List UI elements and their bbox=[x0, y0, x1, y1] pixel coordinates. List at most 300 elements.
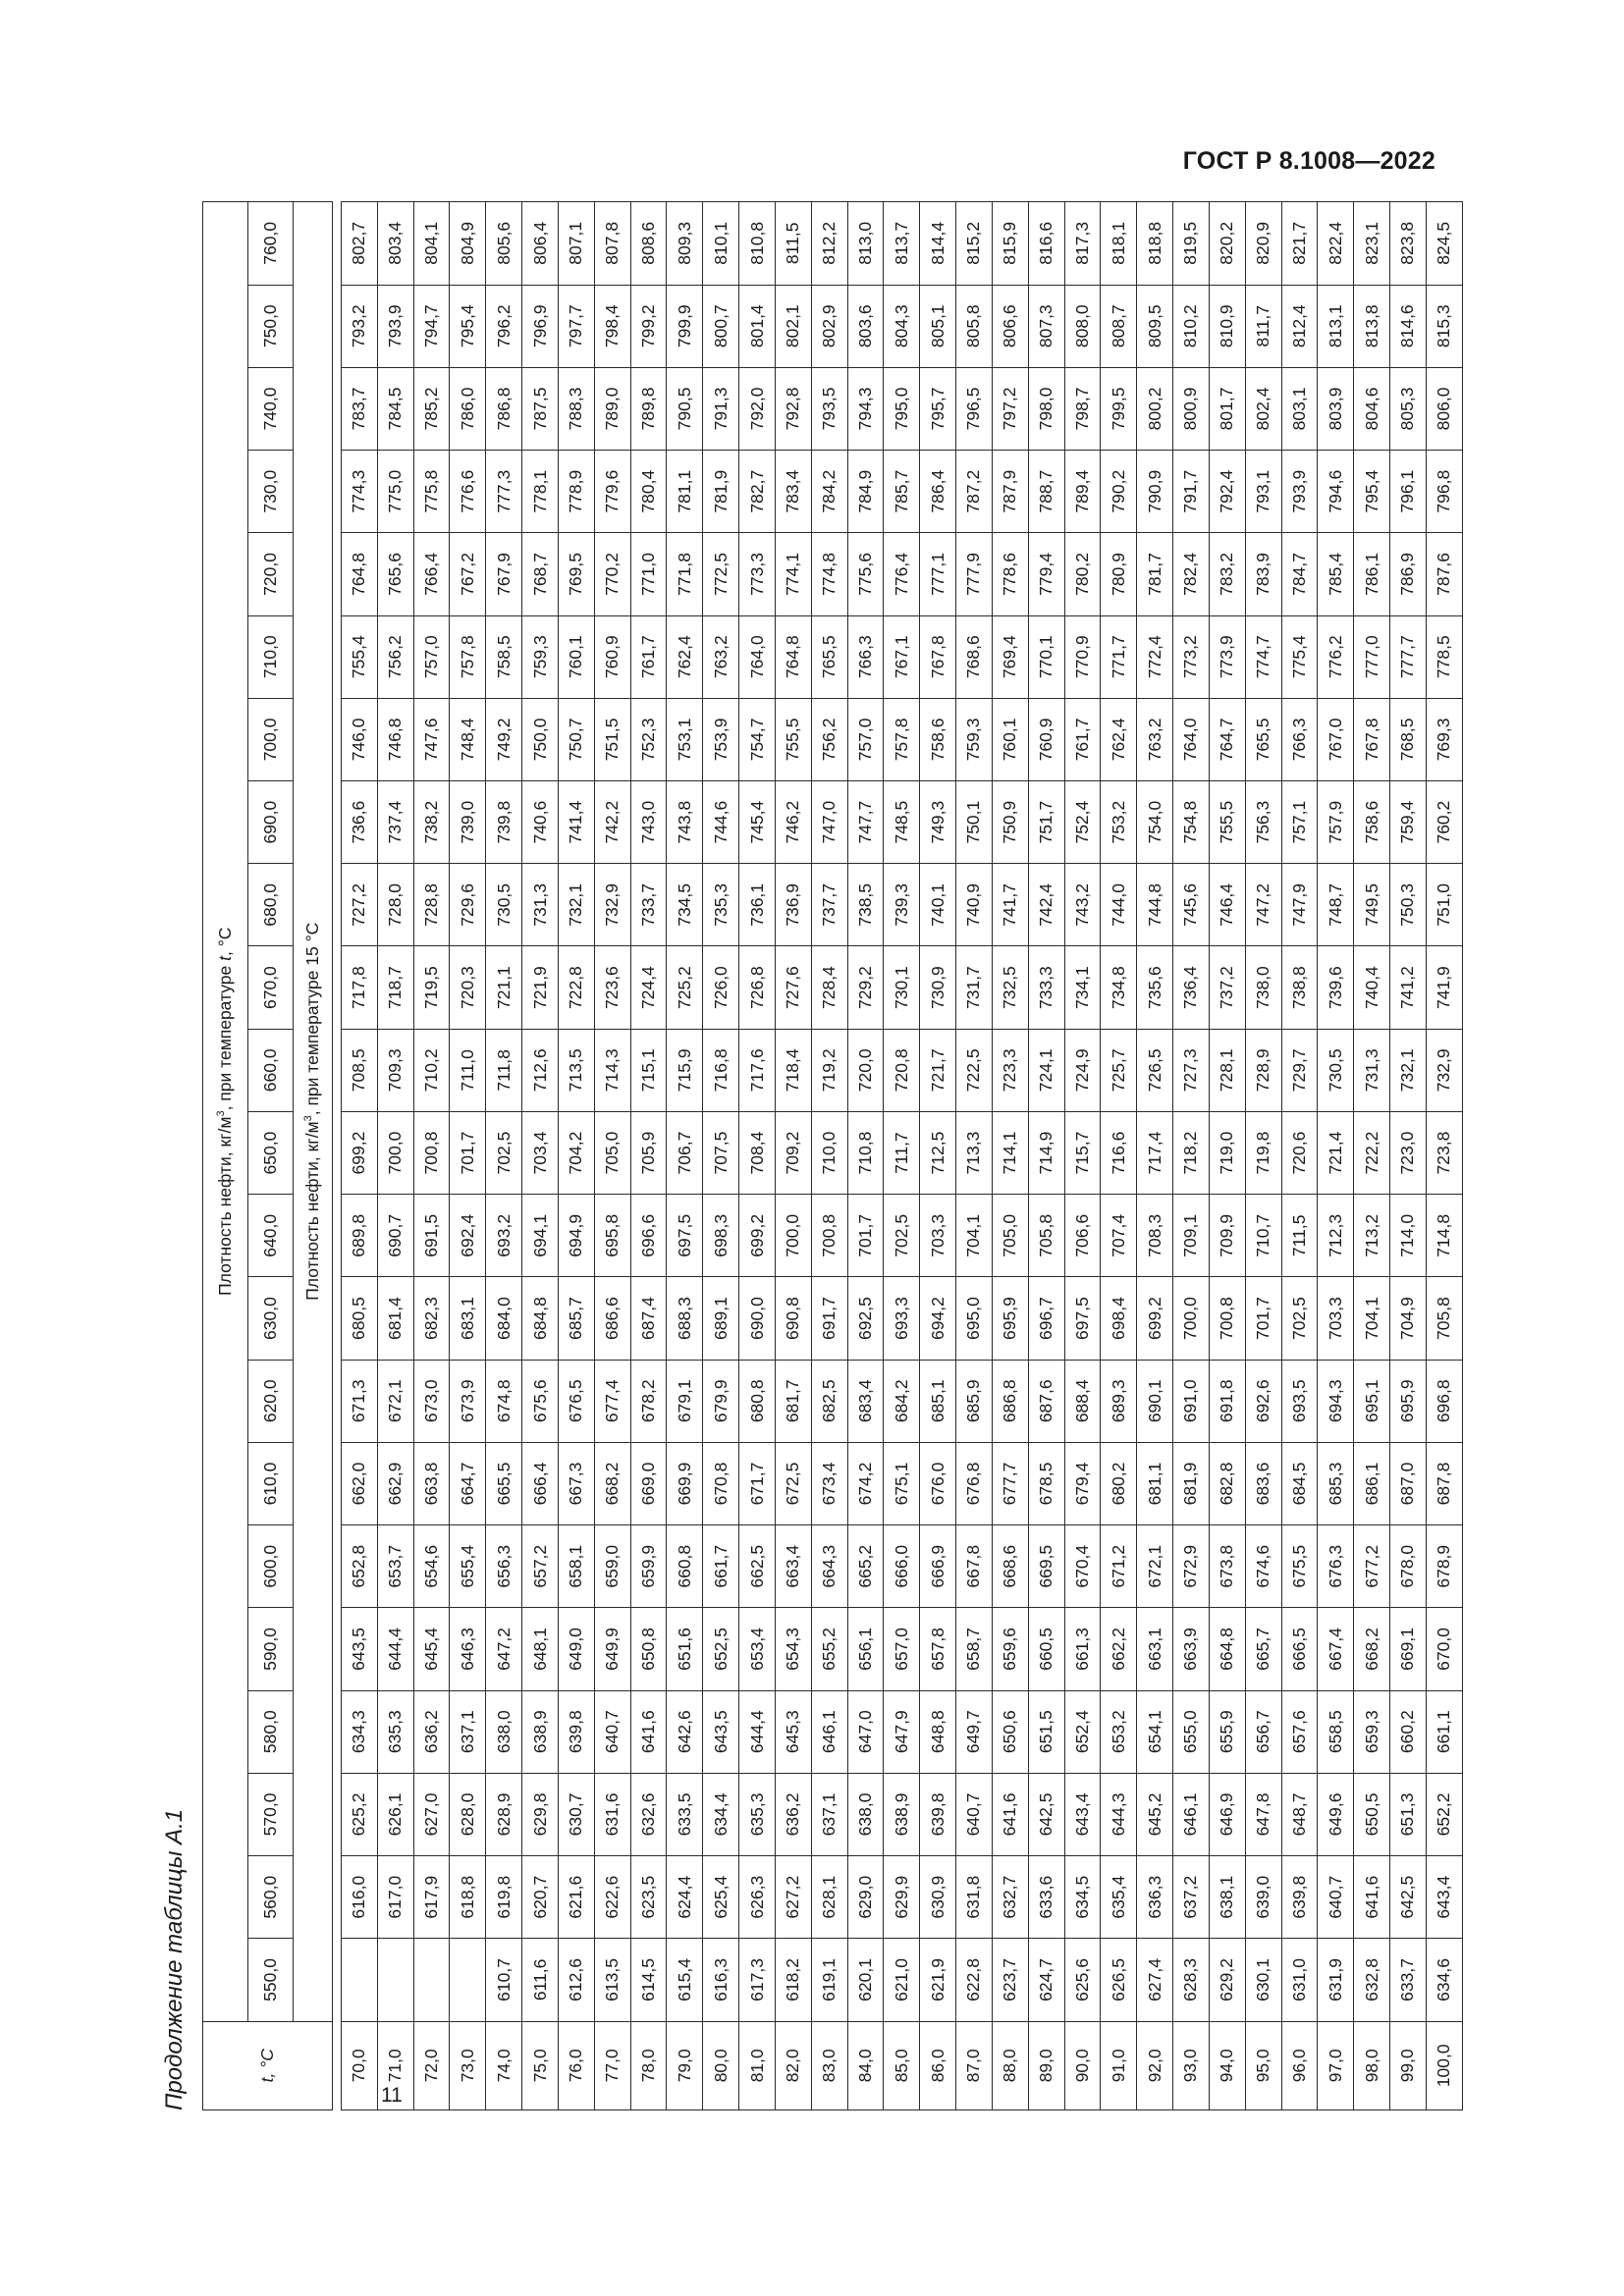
density-cell: 775,8 bbox=[413, 451, 450, 533]
density-cell: 725,2 bbox=[667, 946, 703, 1029]
density-cell: 774,8 bbox=[811, 533, 847, 615]
density-cell: 656,3 bbox=[486, 1525, 522, 1608]
density-cell: 671,3 bbox=[342, 1360, 378, 1442]
density-cell: 790,5 bbox=[667, 367, 703, 450]
density-cell: 801,7 bbox=[1209, 367, 1245, 450]
density-cell: 680,5 bbox=[342, 1277, 378, 1360]
row-temperature: 100,0 bbox=[1426, 2021, 1462, 2109]
row-temperature: 75,0 bbox=[522, 2021, 559, 2109]
density-cell: 820,9 bbox=[1245, 202, 1281, 286]
density-cell: 768,5 bbox=[1390, 698, 1427, 780]
density-cell: 800,2 bbox=[1137, 367, 1173, 450]
density-cell: 674,6 bbox=[1245, 1525, 1281, 1608]
density-15-header: 720,0 bbox=[248, 533, 294, 615]
density-cell: 711,0 bbox=[450, 1029, 486, 1111]
density-cell: 785,2 bbox=[413, 367, 450, 450]
density-cell: 746,2 bbox=[775, 781, 811, 864]
density-cell: 783,4 bbox=[775, 451, 811, 533]
row-temperature: 98,0 bbox=[1354, 2021, 1390, 2109]
density-cell: 796,5 bbox=[956, 367, 993, 450]
density-cell: 655,9 bbox=[1209, 1690, 1245, 1773]
density-cell: 805,1 bbox=[920, 285, 956, 367]
density-cell: 799,2 bbox=[630, 285, 667, 367]
density-cell: 629,8 bbox=[522, 1773, 559, 1855]
row-temperature: 91,0 bbox=[1101, 2021, 1137, 2109]
table-row bbox=[1390, 202, 1427, 2110]
density-cell: 693,2 bbox=[486, 1195, 522, 1277]
density-cell: 806,6 bbox=[992, 285, 1028, 367]
density-cell: 702,5 bbox=[884, 1195, 920, 1277]
density-cell: 624,4 bbox=[667, 1856, 703, 1939]
density-cell: 637,1 bbox=[811, 1773, 847, 1855]
density-cell: 712,5 bbox=[920, 1111, 956, 1194]
density-cell: 787,6 bbox=[1426, 533, 1462, 615]
density-cell: 622,8 bbox=[956, 1939, 993, 2021]
density-cell: 696,6 bbox=[630, 1195, 667, 1277]
density-cell: 699,2 bbox=[739, 1195, 776, 1277]
density-cell: 796,2 bbox=[486, 285, 522, 367]
density-cell: 729,7 bbox=[1281, 1029, 1318, 1111]
density-cell: 703,4 bbox=[522, 1111, 559, 1194]
density-cell: 663,4 bbox=[775, 1525, 811, 1608]
density-cell: 699,2 bbox=[342, 1111, 378, 1194]
density-15-header: 570,0 bbox=[248, 1773, 294, 1855]
row-temperature: 83,0 bbox=[811, 2021, 847, 2109]
density-cell: 692,4 bbox=[450, 1195, 486, 1277]
density-cell: 803,6 bbox=[847, 285, 884, 367]
density-cell: 710,8 bbox=[847, 1111, 884, 1194]
density-cell: 813,1 bbox=[1318, 285, 1354, 367]
density-cell: 653,4 bbox=[739, 1608, 776, 1690]
density-cell: 745,6 bbox=[1173, 864, 1210, 946]
density-cell: 730,5 bbox=[486, 864, 522, 946]
density-cell: 684,0 bbox=[486, 1277, 522, 1360]
density-cell: 784,9 bbox=[847, 451, 884, 533]
table-row bbox=[413, 202, 450, 2110]
density-cell: 733,3 bbox=[1028, 946, 1064, 1029]
density-cell: 751,0 bbox=[1426, 864, 1462, 946]
rotated-table-block bbox=[147, 201, 1463, 2110]
density-cell: 738,5 bbox=[847, 864, 884, 946]
density-cell: 744,6 bbox=[703, 781, 739, 864]
density-cell: 771,8 bbox=[667, 533, 703, 615]
table-row bbox=[1354, 202, 1390, 2110]
density-cell: 670,0 bbox=[1426, 1608, 1462, 1690]
density-cell: 668,6 bbox=[992, 1525, 1028, 1608]
table-row bbox=[1137, 202, 1173, 2110]
density-cell: 677,4 bbox=[594, 1360, 630, 1442]
density-cell: 806,4 bbox=[522, 202, 559, 286]
density-cell: 734,8 bbox=[1101, 946, 1137, 1029]
density-cell: 625,6 bbox=[1064, 1939, 1101, 2021]
density-cell: 649,0 bbox=[558, 1608, 594, 1690]
density-cell: 727,6 bbox=[775, 946, 811, 1029]
density-cell: 706,6 bbox=[1064, 1195, 1101, 1277]
density-cell: 720,6 bbox=[1281, 1111, 1318, 1194]
density-cell: 795,0 bbox=[884, 367, 920, 450]
density-cell: 672,5 bbox=[775, 1442, 811, 1524]
table-row bbox=[630, 202, 667, 2110]
density-cell: 698,4 bbox=[1101, 1277, 1137, 1360]
density-cell: 743,0 bbox=[630, 781, 667, 864]
density-cell: 707,5 bbox=[703, 1111, 739, 1194]
density-cell: 762,4 bbox=[667, 615, 703, 698]
density-cell: 648,8 bbox=[920, 1690, 956, 1773]
density-cell: 669,1 bbox=[1390, 1608, 1427, 1690]
density-cell: 807,8 bbox=[594, 202, 630, 286]
density-cell: 677,2 bbox=[1354, 1525, 1390, 1608]
density-cell: 713,3 bbox=[956, 1111, 993, 1194]
group-title-sup: 3 bbox=[215, 1110, 228, 1117]
density-cell bbox=[342, 1939, 378, 2021]
row-temperature: 95,0 bbox=[1245, 2021, 1281, 2109]
density-cell: 634,5 bbox=[1064, 1856, 1101, 1939]
density-cell: 703,3 bbox=[1318, 1277, 1354, 1360]
density-cell: 717,6 bbox=[739, 1029, 776, 1111]
density-cell: 683,4 bbox=[847, 1360, 884, 1442]
density-cell: 648,1 bbox=[522, 1608, 559, 1690]
density-cell: 721,7 bbox=[920, 1029, 956, 1111]
density-cell: 753,9 bbox=[703, 698, 739, 780]
density-cell: 626,1 bbox=[377, 1773, 413, 1855]
density-cell: 805,6 bbox=[486, 202, 522, 286]
density-cell: 804,1 bbox=[413, 202, 450, 286]
density-cell: 727,2 bbox=[342, 864, 378, 946]
density-cell: 695,9 bbox=[992, 1277, 1028, 1360]
density-cell: 669,9 bbox=[667, 1442, 703, 1524]
density-cell: 808,6 bbox=[630, 202, 667, 286]
density-cell: 794,3 bbox=[847, 367, 884, 450]
density-cell: 657,6 bbox=[1281, 1690, 1318, 1773]
density-cell: 777,1 bbox=[920, 533, 956, 615]
density-cell: 674,8 bbox=[486, 1360, 522, 1442]
density-cell: 747,7 bbox=[847, 781, 884, 864]
density-cell: 683,1 bbox=[450, 1277, 486, 1360]
density-15-header: 700,0 bbox=[248, 698, 294, 780]
density-cell: 805,8 bbox=[956, 285, 993, 367]
density-cell: 786,8 bbox=[486, 367, 522, 450]
density-cell: 670,8 bbox=[703, 1442, 739, 1524]
density-cell: 792,4 bbox=[1209, 451, 1245, 533]
density-cell: 776,4 bbox=[884, 533, 920, 615]
density-cell: 743,8 bbox=[667, 781, 703, 864]
density-cell: 728,4 bbox=[811, 946, 847, 1029]
density-cell: 819,5 bbox=[1173, 202, 1210, 286]
row-temperature: 92,0 bbox=[1137, 2021, 1173, 2109]
density-cell: 652,8 bbox=[342, 1525, 378, 1608]
density-cell: 636,2 bbox=[775, 1773, 811, 1855]
density-cell: 723,3 bbox=[992, 1029, 1028, 1111]
density-cell: 666,5 bbox=[1281, 1608, 1318, 1690]
density-cell: 742,2 bbox=[594, 781, 630, 864]
density-cell: 813,8 bbox=[1354, 285, 1390, 367]
density-cell: 702,5 bbox=[486, 1111, 522, 1194]
density-cell: 743,2 bbox=[1064, 864, 1101, 946]
row-temperature: 93,0 bbox=[1173, 2021, 1210, 2109]
density-cell: 813,7 bbox=[884, 202, 920, 286]
density-cell: 644,3 bbox=[1101, 1773, 1137, 1855]
density-cell: 750,9 bbox=[992, 781, 1028, 864]
density-cell: 756,2 bbox=[377, 615, 413, 698]
density-cell: 662,9 bbox=[377, 1442, 413, 1524]
density-cell: 703,3 bbox=[920, 1195, 956, 1277]
density-cell: 650,8 bbox=[630, 1608, 667, 1690]
density-cell: 766,4 bbox=[413, 533, 450, 615]
density-cell: 732,5 bbox=[992, 946, 1028, 1029]
density-cell: 661,7 bbox=[703, 1525, 739, 1608]
density-15-header: 740,0 bbox=[248, 367, 294, 450]
row-temperature: 81,0 bbox=[739, 2021, 776, 2109]
density-cell: 724,1 bbox=[1028, 1029, 1064, 1111]
density-cell: 655,4 bbox=[450, 1525, 486, 1608]
density-cell: 729,2 bbox=[847, 946, 884, 1029]
density-cell: 685,9 bbox=[956, 1360, 993, 1442]
density-cell: 718,7 bbox=[377, 946, 413, 1029]
density-cell: 667,4 bbox=[1318, 1608, 1354, 1690]
density-cell: 807,1 bbox=[558, 202, 594, 286]
density-cell: 625,2 bbox=[342, 1773, 378, 1855]
density-cell: 767,0 bbox=[1318, 698, 1354, 780]
density-cell: 796,8 bbox=[1426, 451, 1462, 533]
density-cell: 618,8 bbox=[450, 1856, 486, 1939]
density-cell: 738,0 bbox=[1245, 946, 1281, 1029]
table-row bbox=[1426, 202, 1462, 2110]
density-cell: 755,5 bbox=[1209, 781, 1245, 864]
density-cell: 731,3 bbox=[1354, 1029, 1390, 1111]
density-cell: 667,3 bbox=[558, 1442, 594, 1524]
density-cell: 678,5 bbox=[1028, 1442, 1064, 1524]
density-cell: 810,9 bbox=[1209, 285, 1245, 367]
density-cell: 736,4 bbox=[1173, 946, 1210, 1029]
row-temperature: 88,0 bbox=[992, 2021, 1028, 2109]
density-cell: 781,9 bbox=[703, 451, 739, 533]
density-cell: 647,0 bbox=[847, 1690, 884, 1773]
density-cell: 700,8 bbox=[1209, 1277, 1245, 1360]
density-cell: 714,1 bbox=[992, 1111, 1028, 1194]
density-cell: 755,5 bbox=[775, 698, 811, 780]
density-cell: 661,1 bbox=[1426, 1690, 1462, 1773]
density-cell: 629,2 bbox=[1209, 1939, 1245, 2021]
density-cell: 815,2 bbox=[956, 202, 993, 286]
density-cell: 641,6 bbox=[630, 1690, 667, 1773]
density-cell: 684,5 bbox=[1281, 1442, 1318, 1524]
density-cell: 670,4 bbox=[1064, 1525, 1101, 1608]
density-cell: 635,4 bbox=[1101, 1856, 1137, 1939]
density-cell: 726,5 bbox=[1137, 1029, 1173, 1111]
density-cell: 814,4 bbox=[920, 202, 956, 286]
density-cell: 616,3 bbox=[703, 1939, 739, 2021]
density-cell: 690,0 bbox=[739, 1277, 776, 1360]
density-cell: 641,6 bbox=[1354, 1856, 1390, 1939]
density-cell: 711,8 bbox=[486, 1029, 522, 1111]
density-cell: 643,5 bbox=[703, 1690, 739, 1773]
density-cell: 717,8 bbox=[342, 946, 378, 1029]
density-cell: 793,5 bbox=[811, 367, 847, 450]
density-cell: 689,3 bbox=[1101, 1360, 1137, 1442]
density-15-header: 640,0 bbox=[248, 1195, 294, 1277]
density-cell: 811,5 bbox=[775, 202, 811, 286]
header-gap bbox=[333, 202, 342, 2110]
density-cell: 759,3 bbox=[956, 698, 993, 780]
density-cell: 771,0 bbox=[630, 533, 667, 615]
density-cell: 707,4 bbox=[1101, 1195, 1137, 1277]
page-number: 11 bbox=[381, 2084, 403, 2107]
density-cell: 687,6 bbox=[1028, 1360, 1064, 1442]
density-cell: 723,6 bbox=[594, 946, 630, 1029]
density-cell: 776,2 bbox=[1318, 615, 1354, 698]
density-cell: 673,8 bbox=[1209, 1525, 1245, 1608]
density-cell: 777,0 bbox=[1354, 615, 1390, 698]
density-cell: 647,2 bbox=[486, 1608, 522, 1690]
density-cell: 638,9 bbox=[522, 1690, 559, 1773]
density-cell: 750,7 bbox=[558, 698, 594, 780]
density-cell: 617,0 bbox=[377, 1856, 413, 1939]
density-cell: 736,6 bbox=[342, 781, 378, 864]
density-cell: 616,0 bbox=[342, 1856, 378, 1939]
row-temperature: 96,0 bbox=[1281, 2021, 1318, 2109]
density-cell: 792,0 bbox=[739, 367, 776, 450]
density-cell: 778,1 bbox=[522, 451, 559, 533]
density-cell: 720,8 bbox=[884, 1029, 920, 1111]
density-15-header: 610,0 bbox=[248, 1442, 294, 1524]
density-cell: 782,4 bbox=[1173, 533, 1210, 615]
density-cell: 810,1 bbox=[703, 202, 739, 286]
density-cell: 746,0 bbox=[342, 698, 378, 780]
density-cell: 656,7 bbox=[1245, 1690, 1281, 1773]
density-cell: 720,0 bbox=[847, 1029, 884, 1111]
table-row bbox=[884, 202, 920, 2110]
density-cell: 786,4 bbox=[920, 451, 956, 533]
density-cell: 746,8 bbox=[377, 698, 413, 780]
density-cell: 752,4 bbox=[1064, 781, 1101, 864]
density-cell: 637,2 bbox=[1173, 1856, 1210, 1939]
density-cell: 685,7 bbox=[558, 1277, 594, 1360]
density-cell: 708,5 bbox=[342, 1029, 378, 1111]
density-cell: 735,3 bbox=[703, 864, 739, 946]
density-cell: 694,2 bbox=[920, 1277, 956, 1360]
density-group-header bbox=[203, 202, 248, 2022]
density-cell: 686,6 bbox=[594, 1277, 630, 1360]
density-cell: 786,0 bbox=[450, 367, 486, 450]
row-temperature: 78,0 bbox=[630, 2021, 667, 2109]
density-cell: 691,5 bbox=[413, 1195, 450, 1277]
density-cell: 719,5 bbox=[413, 946, 450, 1029]
density-cell: 737,2 bbox=[1209, 946, 1245, 1029]
table-row bbox=[1245, 202, 1281, 2110]
density-cell: 641,6 bbox=[992, 1773, 1028, 1855]
row-temperature: 72,0 bbox=[413, 2021, 450, 2109]
density-cell: 665,7 bbox=[1245, 1608, 1281, 1690]
density-cell: 740,9 bbox=[956, 864, 993, 946]
density-cell: 686,1 bbox=[1354, 1442, 1390, 1524]
density-cell: 812,4 bbox=[1281, 285, 1318, 367]
density-cell: 704,1 bbox=[1354, 1277, 1390, 1360]
density-cell: 744,8 bbox=[1137, 864, 1173, 946]
density-cell: 689,8 bbox=[342, 1195, 378, 1277]
density-cell: 770,9 bbox=[1064, 615, 1101, 698]
density-cell: 804,3 bbox=[884, 285, 920, 367]
density-cell: 729,6 bbox=[450, 864, 486, 946]
density-cell: 671,7 bbox=[739, 1442, 776, 1524]
density-cell: 704,2 bbox=[558, 1111, 594, 1194]
density-cell: 646,9 bbox=[1209, 1773, 1245, 1855]
density-cell: 804,9 bbox=[450, 202, 486, 286]
density-15-header: 600,0 bbox=[248, 1525, 294, 1608]
density-15-header: 660,0 bbox=[248, 1029, 294, 1111]
density-cell: 689,1 bbox=[703, 1277, 739, 1360]
density-cell: 759,4 bbox=[1390, 781, 1427, 864]
density-cell: 631,9 bbox=[1318, 1939, 1354, 2021]
density-cell: 659,6 bbox=[992, 1608, 1028, 1690]
density-cell: 676,5 bbox=[558, 1360, 594, 1442]
table-row bbox=[1173, 202, 1210, 2110]
density-cell: 719,0 bbox=[1209, 1111, 1245, 1194]
density-cell: 708,3 bbox=[1137, 1195, 1173, 1277]
density-cell: 747,6 bbox=[413, 698, 450, 780]
density-cell: 780,9 bbox=[1101, 533, 1137, 615]
density-cell: 748,5 bbox=[884, 781, 920, 864]
density-cell: 688,4 bbox=[1064, 1360, 1101, 1442]
density-cell: 705,8 bbox=[1028, 1195, 1064, 1277]
density-cell: 634,6 bbox=[1426, 1939, 1462, 2021]
table-row bbox=[992, 202, 1028, 2110]
row-temperature: 87,0 bbox=[956, 2021, 993, 2109]
density-cell: 630,7 bbox=[558, 1773, 594, 1855]
density-cell: 633,7 bbox=[1390, 1939, 1427, 2021]
density-cell: 755,4 bbox=[342, 615, 378, 698]
density-cell: 653,7 bbox=[377, 1525, 413, 1608]
density-cell: 705,0 bbox=[594, 1111, 630, 1194]
density-cell: 756,2 bbox=[811, 698, 847, 780]
density-cell: 691,7 bbox=[811, 1277, 847, 1360]
temperature-column-header bbox=[203, 2021, 333, 2109]
density-cell: 657,2 bbox=[522, 1525, 559, 1608]
density-cell: 701,7 bbox=[1245, 1277, 1281, 1360]
density-cell: 698,3 bbox=[703, 1195, 739, 1277]
density-cell: 795,4 bbox=[450, 285, 486, 367]
density-cell: 693,3 bbox=[884, 1277, 920, 1360]
density-cell: 805,3 bbox=[1390, 367, 1427, 450]
density-cell: 654,6 bbox=[413, 1525, 450, 1608]
table-row bbox=[450, 202, 486, 2110]
density-cell: 651,6 bbox=[667, 1608, 703, 1690]
row-temperature: 89,0 bbox=[1028, 2021, 1064, 2109]
group-title-suffix: , °C bbox=[215, 927, 235, 956]
density-cell: 759,3 bbox=[522, 615, 559, 698]
density-cell: 657,8 bbox=[920, 1608, 956, 1690]
density-cell: 732,9 bbox=[1426, 1029, 1462, 1111]
density-cell: 767,9 bbox=[486, 533, 522, 615]
density-cell: 635,3 bbox=[739, 1773, 776, 1855]
density-cell: 763,2 bbox=[1137, 698, 1173, 780]
density-cell: 786,9 bbox=[1390, 533, 1427, 615]
density-cell: 644,4 bbox=[377, 1608, 413, 1690]
density-cell: 675,5 bbox=[1281, 1525, 1318, 1608]
density-cell: 737,7 bbox=[811, 864, 847, 946]
density-cell: 695,9 bbox=[1390, 1360, 1427, 1442]
density-cell: 709,1 bbox=[1173, 1195, 1210, 1277]
density-cell: 716,8 bbox=[703, 1029, 739, 1111]
density-cell: 645,2 bbox=[1137, 1773, 1173, 1855]
density-cell: 791,3 bbox=[703, 367, 739, 450]
density-cell: 702,5 bbox=[1281, 1277, 1318, 1360]
density-cell: 652,2 bbox=[1426, 1773, 1462, 1855]
density-cell: 668,2 bbox=[594, 1442, 630, 1524]
density-cell: 671,2 bbox=[1101, 1525, 1137, 1608]
density-cell: 659,9 bbox=[630, 1525, 667, 1608]
density-cell: 715,1 bbox=[630, 1029, 667, 1111]
density-cell: 796,9 bbox=[522, 285, 559, 367]
